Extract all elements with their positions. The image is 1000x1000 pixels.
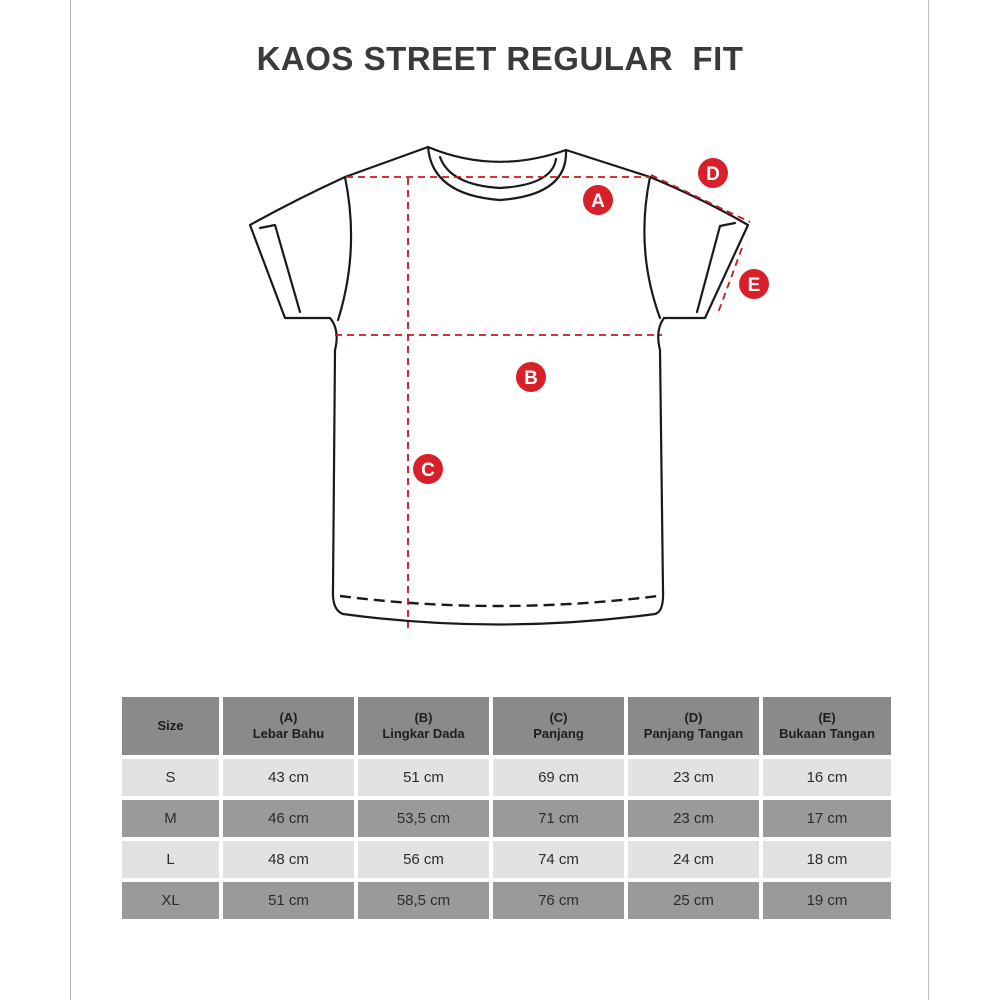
table-header-row (122, 697, 891, 755)
svg-text:D: D (706, 164, 720, 185)
cell-bukaan-tangan: 18 cm (763, 841, 891, 878)
marker-c (413, 454, 443, 484)
svg-text:B: B (524, 368, 538, 389)
cell-panjang: 76 cm (493, 882, 624, 919)
cell-lingkar-dada: 51 cm (358, 759, 489, 796)
marker-d (698, 158, 728, 188)
cell-size: XL (122, 882, 219, 919)
table-row (122, 882, 891, 919)
cell-lebar-bahu: 43 cm (223, 759, 354, 796)
size-table (118, 693, 895, 923)
header-panjang: (C) Panjang (493, 697, 624, 755)
svg-text:C: C (421, 460, 435, 481)
cell-size: S (122, 759, 219, 796)
page-title: KAOS STREET REGULAR FIT (256, 40, 744, 77)
cell-panjang: 74 cm (493, 841, 624, 878)
left-sleeve-seam (338, 177, 351, 320)
cell-lingkar-dada: 58,5 cm (358, 882, 489, 919)
cell-lebar-bahu: 48 cm (223, 841, 354, 878)
cell-panjang: 71 cm (493, 800, 624, 837)
cell-panjang-tangan: 23 cm (628, 800, 759, 837)
header-lingkar-dada: (B) Lingkar Dada (358, 697, 489, 755)
cell-lebar-bahu: 46 cm (223, 800, 354, 837)
header-bukaan-tangan: (E) Bukaan Tangan (763, 697, 891, 755)
right-sleeve-seam (644, 177, 660, 318)
marker-a (583, 185, 613, 215)
marker-b (516, 362, 546, 392)
cell-lingkar-dada: 56 cm (358, 841, 489, 878)
cell-size: L (122, 841, 219, 878)
table-row (122, 759, 891, 796)
cell-lingkar-dada: 53,5 cm (358, 800, 489, 837)
tshirt-outline (250, 147, 748, 625)
svg-text:A: A (591, 191, 605, 212)
table-row (122, 841, 891, 878)
cell-panjang-tangan: 23 cm (628, 759, 759, 796)
tshirt-hem-stitch (340, 596, 658, 606)
cell-bukaan-tangan: 16 cm (763, 759, 891, 796)
cell-panjang-tangan: 25 cm (628, 882, 759, 919)
svg-text:E: E (747, 275, 761, 296)
header-panjang-tangan: (D) Panjang Tangan (628, 697, 759, 755)
cell-panjang-tangan: 24 cm (628, 841, 759, 878)
cell-size: M (122, 800, 219, 837)
cell-bukaan-tangan: 19 cm (763, 882, 891, 919)
header-size: Size (122, 697, 219, 755)
header-lebar-bahu: (A) Lebar Bahu (223, 697, 354, 755)
table-row (122, 800, 891, 837)
cell-panjang: 69 cm (493, 759, 624, 796)
measure-line-d (651, 175, 750, 222)
cell-lebar-bahu: 51 cm (223, 882, 354, 919)
marker-e (739, 269, 769, 299)
cell-bukaan-tangan: 17 cm (763, 800, 891, 837)
